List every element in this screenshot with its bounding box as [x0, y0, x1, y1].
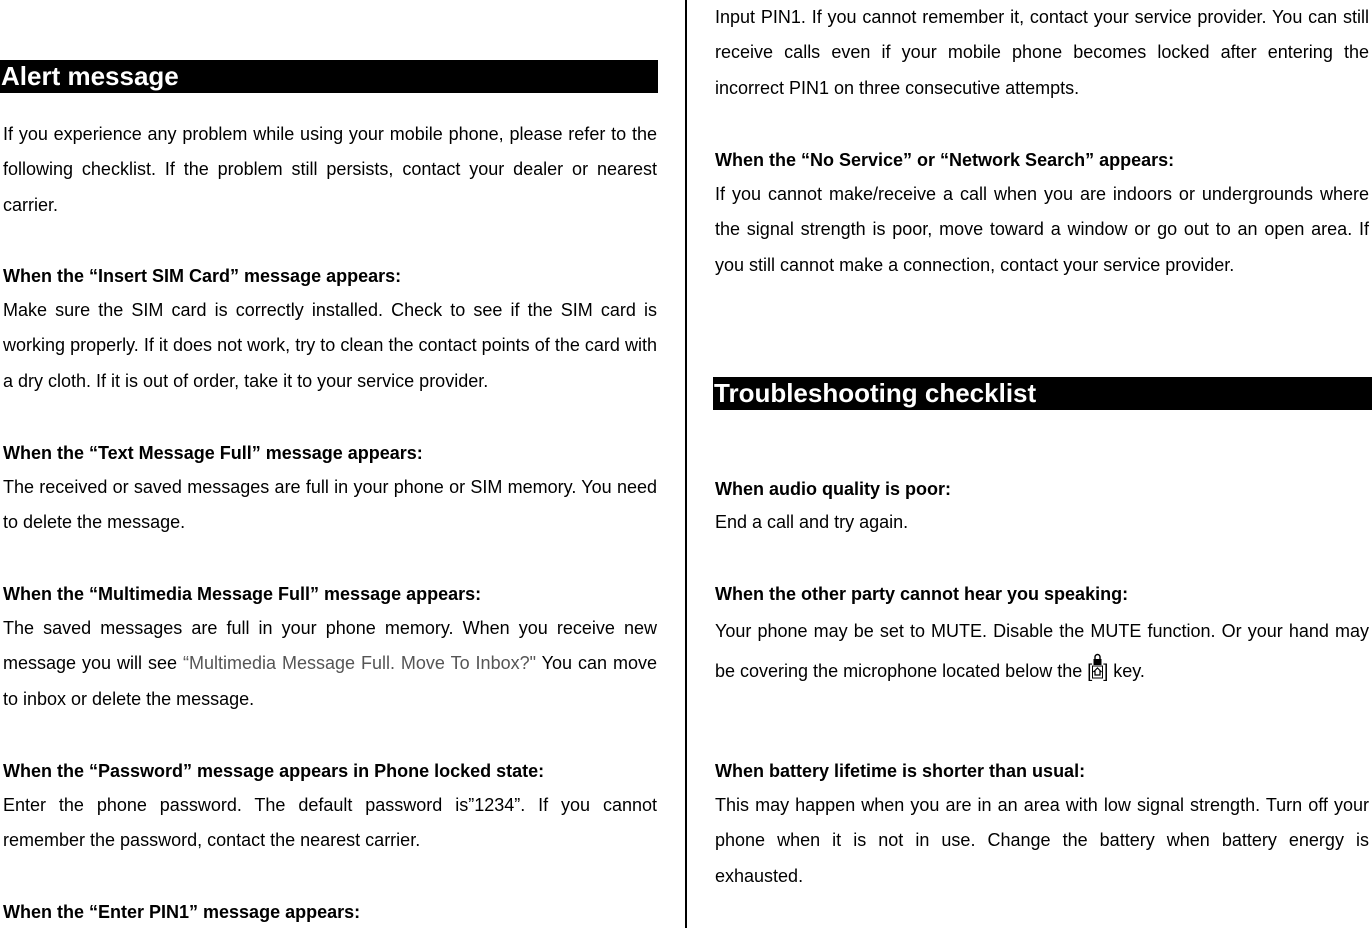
alert-message-title-bar — [0, 60, 658, 93]
password-body: Enter the phone password. The default password is”1234”. If you cannot remember the password, contact the nearest carrier. — [3, 795, 657, 851]
enter-pin1-heading: When the “Enter PIN1” message appears: — [3, 902, 361, 922]
multimedia-body-part-a: The saved messages are full in your phone memory. When you receive new message you will see — [3, 618, 657, 674]
troubleshooting-title-bar — [713, 377, 1372, 410]
battery-lifetime-heading: When battery lifetime is shorter than usual: — [715, 761, 1086, 781]
alert-message-title: Alert message — [1, 61, 179, 91]
multimedia-message-full-heading: When the “Multimedia Message Full” message appears: — [3, 584, 482, 604]
insert-sim-heading: When the “Insert SIM Card” message appears: — [3, 266, 402, 286]
audio-quality-heading: When audio quality is poor: — [715, 479, 951, 499]
multimedia-prompt-quote: “Multimedia Message Full. Move To Inbox?" — [182, 653, 536, 674]
audio-quality-body: End a call and try again. — [715, 512, 909, 532]
cannot-hear-body-part-a: Your phone may be set to MUTE. Disable the MUTE function. Or your hand may be covering the microphone located below the [ — [715, 621, 1369, 681]
troubleshooting-title: Troubleshooting checklist — [714, 378, 1037, 408]
text-message-full-heading: When the “Text Message Full” message appears: — [3, 443, 423, 463]
text-message-full-body: The received or saved messages are full in your phone or SIM memory. You need to delete the message. — [3, 477, 657, 533]
password-heading: When the “Password” message appears in Phone locked state: — [3, 761, 545, 781]
cannot-hear-heading: When the other party cannot hear you speaking: — [715, 584, 1129, 604]
lock-home-key-icon — [1092, 663, 1103, 679]
insert-sim-body: Make sure the SIM card is correctly installed. Check to see if the SIM card is working properly. If it does not work, try to clean the contact points of the card with a dry cloth. If it is out of order, take it to your service provider. — [3, 300, 657, 391]
column-divider — [685, 0, 687, 928]
no-service-body: If you cannot make/receive a call when you are indoors or undergrounds where the signal strength is poor, move toward a window or go out to an open area. If you still cannot make a connection, contact your service provider. — [715, 184, 1369, 275]
no-service-heading: When the “No Service” or “Network Search” appears: — [715, 150, 1175, 170]
battery-lifetime-body: This may happen when you are in an area with low signal strength. Turn off your phone when it is not in use. Change the battery when battery energy is exhausted. — [715, 795, 1369, 886]
intro-paragraph: If you experience any problem while using your mobile phone, please refer to the following checklist. If the problem still persists, contact your dealer or nearest carrier. — [3, 124, 657, 215]
multimedia-message-full-body — [3, 611, 657, 717]
multimedia-body-part-b: You can move to inbox or delete the message. — [3, 653, 657, 709]
pin1-body: Input PIN1. If you cannot remember it, contact your service provider. You can still receive calls even if your mobile phone becomes locked after entering the incorrect PIN1 on three consecutive attempts. — [715, 7, 1369, 98]
cannot-hear-body — [715, 611, 1369, 691]
cannot-hear-body-part-b: ] key. — [1103, 661, 1145, 681]
